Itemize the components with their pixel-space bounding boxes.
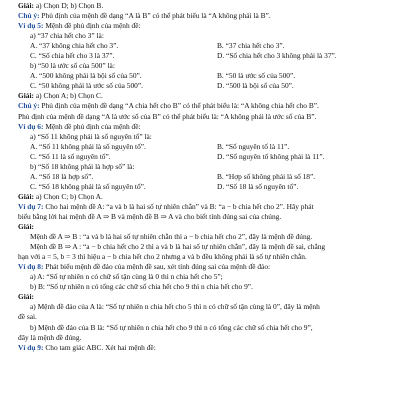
answer-option: D. “Số 18 là số nguyên tố”. bbox=[217, 181, 299, 191]
example-label: Ví dụ 9: bbox=[18, 342, 44, 352]
note-line bbox=[18, 11, 390, 21]
text-line: Giải: a) Chọn D; b) Chọn B. bbox=[18, 1, 104, 10]
solution-label: Giải: bbox=[18, 191, 35, 201]
text-line: hạn với a = 5, b = 3 thì hiệu a − b chia hết cho 2 nhưng a và b đều không phải là số tự nhiên chẵn. bbox=[18, 252, 307, 262]
answer-option: B. “37 chia hết cho 3”. bbox=[217, 41, 285, 51]
text-line: b) “50 là ước số của 500” là: bbox=[30, 61, 115, 71]
answer-option: B. “50 là ước số của 500”. bbox=[217, 71, 296, 81]
answer-option: A. “500 không phải là bội số của 50”. bbox=[30, 71, 142, 81]
answer-option: C. “50 không phải là ước số của 500”. bbox=[30, 81, 143, 91]
answer-option: A. “Số 18 là hợp số”. bbox=[30, 171, 94, 181]
text-line: a) A: “Số tự nhiên n có chữ số tận cùng là 0 thì n chia hết cho 5”; bbox=[30, 272, 223, 282]
text-line: Mệnh đề B ⇒ A : “a − b chia hết cho 2 thì a và b là hai số tự nhiên chẵn”, đây là mệnh đề sai, chẳng bbox=[30, 242, 326, 252]
example-heading bbox=[18, 202, 390, 212]
answer-option: C. “Số 11 là số nguyên tố”. bbox=[30, 151, 111, 161]
answer-option: A. “37 không chia hết cho 3”. bbox=[30, 41, 119, 51]
answer-option: C. “Số chia hết cho 3 là 37”. bbox=[30, 51, 115, 61]
text-line: b) B: “Số tự nhiên n có tổng các chữ số chia hết cho 9 thì n chia hết cho 9”. bbox=[30, 282, 253, 292]
text-line: Giải: a) Chọn C; b) Chọn A. bbox=[18, 191, 103, 201]
text-line: biểu bằng lời hai mệnh đề A ⇒ B và mệnh đề B ⇒ A và cho biết tính đúng sai của chúng. bbox=[18, 211, 282, 221]
answer-options-row bbox=[18, 71, 390, 81]
solution-label: Giải: bbox=[18, 292, 35, 302]
answer-options-row bbox=[18, 41, 390, 51]
answer-option: D. “Số nguyên tố không phải là 11”. bbox=[217, 151, 325, 161]
text-line: a) “Số 11 không phải là số nguyên tố” là: bbox=[30, 131, 152, 141]
solution-label: Giải: bbox=[18, 222, 35, 232]
example-label: Ví dụ 6: bbox=[18, 121, 44, 131]
answer-options-row bbox=[18, 51, 390, 61]
text-line: a) Mệnh đề đảo của A là: “Số tự nhiên n chia hết cho 5 thì n có chữ số tận cùng là 0”, đây là mệnh bbox=[30, 302, 320, 312]
answer-options-row bbox=[18, 182, 390, 192]
example-text: Mệnh đề phủ định của mệnh đề: bbox=[45, 121, 141, 131]
note-text: Phủ định của mệnh đề dạng “A chia hết cho B” có thể phát biểu là: “A không chia hết cho B”. bbox=[41, 101, 319, 111]
answer-option: B. “Hợp số không phải là số 18”. bbox=[217, 171, 316, 181]
answer-options-row bbox=[18, 142, 390, 152]
answer-option: D. “Số chia hết cho 3 không phải là 37”. bbox=[217, 51, 337, 61]
example-text: Mệnh đề phủ định của mệnh đề: bbox=[45, 21, 141, 31]
example-heading bbox=[18, 343, 390, 353]
note-line bbox=[18, 101, 390, 111]
text-line: a) “37 chia hết cho 3” là: bbox=[30, 31, 104, 41]
solution-label: Giải: bbox=[18, 1, 35, 10]
note-label: Chú ý: bbox=[18, 101, 40, 111]
answer-options-row bbox=[18, 172, 390, 182]
example-label: Ví dụ 7: bbox=[18, 201, 44, 211]
text-line: Giải: a) Chọn A; b) Chọn C. bbox=[18, 91, 103, 101]
text-line bbox=[18, 222, 390, 232]
text-line bbox=[18, 292, 390, 302]
answer-option: B. “Số nguyên tố là 11”. bbox=[217, 141, 290, 151]
example-text: Cho tam giác ABC. Xét hai mệnh đề: bbox=[45, 342, 156, 352]
text-line: Phủ định của mệnh đề dạng “A là ước số của B” có thể phát biểu là: “A không phải là ước số của B”. bbox=[18, 111, 317, 121]
example-text: Phát biểu mệnh đề đảo của mệnh đề sau, xét tính đúng sai của mệnh đề đảo: bbox=[45, 262, 271, 272]
answer-options-row bbox=[18, 152, 390, 162]
note-text: Phủ định của mệnh đề dạng “A là B” có thể phát biểu là “A không phải là B”. bbox=[41, 11, 271, 21]
text-line: Mệnh đề A ⇒ B : “a và b là hai số tự nhiên chẵn thì a − b chia hết cho 2”, đây là mệnh đề đúng. bbox=[30, 232, 313, 242]
text-line: b) Mệnh đề đảo của B là: “Số tự nhiên n chia hết cho 9 thì n có tổng các chữ số chia hết cho 9”, bbox=[30, 322, 313, 332]
example-heading bbox=[18, 21, 390, 31]
text-line: đây là mệnh đề đúng. bbox=[18, 332, 82, 342]
answer-option: A. “Số 11 không phải là số nguyên tố”. bbox=[30, 141, 146, 151]
example-heading bbox=[18, 122, 390, 132]
example-label: Ví dụ 5: bbox=[18, 21, 44, 31]
text-line: đề sai. bbox=[18, 312, 37, 322]
answer-options-row bbox=[18, 81, 390, 91]
solution-label: Giải: bbox=[18, 91, 35, 101]
answer-option: C. “Số 18 không phải là số nguyên tố”. bbox=[30, 181, 146, 191]
text-line: b) “Số 18 không phải là hợp số” là: bbox=[30, 161, 135, 171]
example-text: Cho hai mệnh đề A: “a và b là hai số tự nhiên chẵn” và B: “a − b chia hết cho 2”. Hãy phát bbox=[45, 201, 314, 211]
answer-option: D. “500 là bội số của 50”. bbox=[217, 81, 294, 91]
example-heading bbox=[18, 262, 390, 272]
note-label: Chú ý: bbox=[18, 11, 40, 21]
example-label: Ví dụ 8: bbox=[18, 262, 44, 272]
